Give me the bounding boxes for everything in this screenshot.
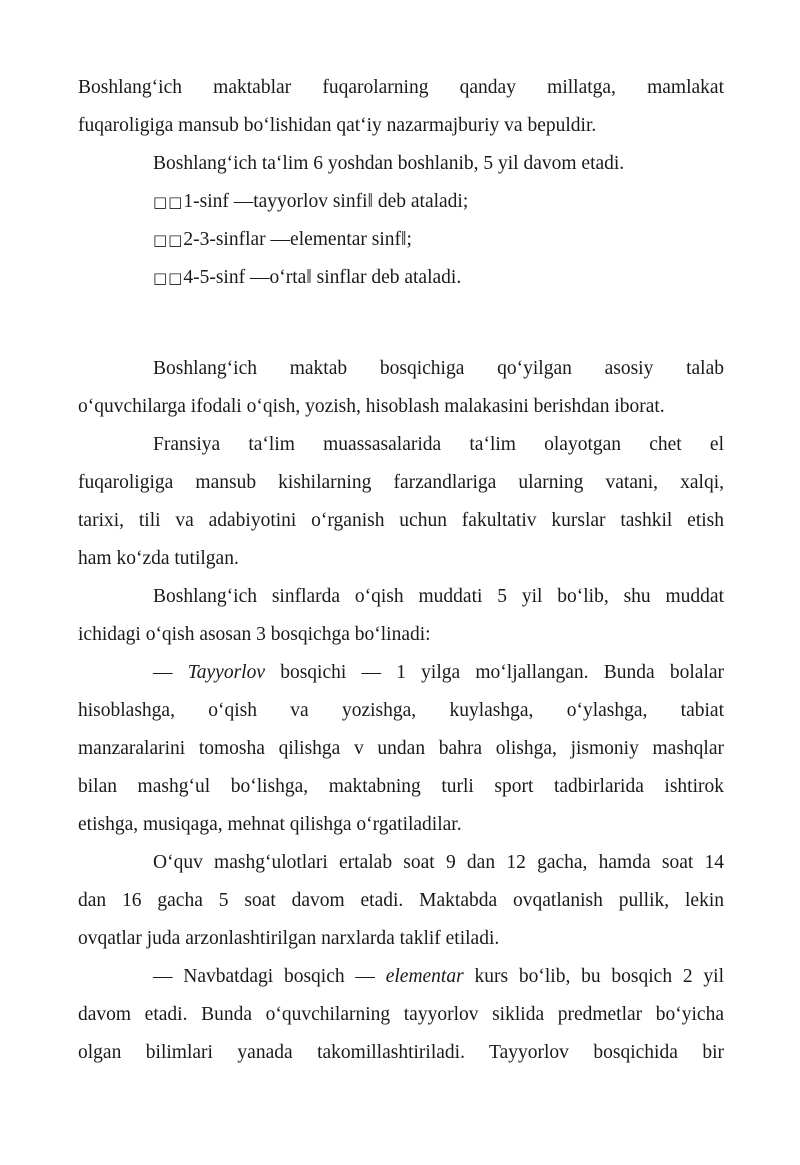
text-span: kurs bo‘lib, bu bosqich 2 yil	[463, 966, 724, 987]
text-span: bosqichi — 1 yilga mo‘ljallangan. Bunda bolalar	[265, 662, 725, 683]
dash-text: —	[153, 662, 188, 683]
bullet-glyph: □□	[153, 193, 184, 211]
list-item-text: 4-5-sinf ―o‘rta‖ sinflar deb ataladi.	[183, 267, 462, 288]
text-line: Boshlang‘ich maktab bosqichiga qo‘yilgan asosiy talab	[153, 358, 724, 379]
text-line: tarixi, tili va adabiyotini o‘rganish uchun fakultativ kurslar tashkil etish	[78, 510, 724, 531]
text-line: ovqatlar juda arzonlashtirilgan narxlarda taklif etiladi.	[78, 928, 500, 949]
text-line: ichidagi o‘qish asosan 3 bosqichga bo‘linadi:	[78, 624, 431, 645]
italic-term: elementar	[385, 966, 464, 987]
text-line: Boshlang‘ich ta‘lim 6 yoshdan boshlanib, 5 yil davom etadi.	[153, 153, 625, 174]
text-line	[153, 662, 724, 684]
list-item-text: 2-3-sinflar ―elementar sinf‖;	[183, 229, 412, 250]
text-line: o‘quvchilarga ifodali o‘qish, yozish, hisoblash malakasini berishdan iborat.	[78, 396, 665, 417]
list-item	[153, 267, 724, 289]
text-line: manzaralarini tomosha qilishga v undan bahra olishga, jismoniy mashqlar	[78, 738, 724, 759]
text-line: O‘quv mashg‘ulotlari ertalab soat 9 dan 12 gacha, hamda soat 14	[153, 852, 724, 873]
text-line: davom etadi. Bunda o‘quvchilarning tayyorlov siklida predmetlar bo‘yicha	[78, 1004, 724, 1025]
text-span: — Navbatdagi bosqich —	[153, 966, 386, 987]
list-item-text: 1-sinf ―tayyorlov sinfi‖ deb ataladi;	[183, 191, 469, 212]
text-line: ham ko‘zda tutilgan.	[78, 548, 239, 569]
list-item	[153, 191, 724, 213]
text-line	[153, 966, 724, 988]
text-line: olgan bilimlari yanada takomillashtiriladi. Tayyorlov bosqichida bir	[78, 1042, 724, 1063]
text-line: Boshlang‘ich maktablar fuqarolarning qanday millatga, mamlakat	[78, 77, 724, 98]
italic-term: Tayyorlov	[187, 662, 265, 683]
bullet-glyph: □□	[153, 269, 184, 287]
text-line: hisoblashga, o‘qish va yozishga, kuylashga, o‘ylashga, tabiat	[78, 700, 724, 721]
text-line: dan 16 gacha 5 soat davom etadi. Maktabda ovqatlanish pullik, lekin	[78, 890, 724, 911]
text-line: Fransiya ta‘lim muassasalarida ta‘lim olayotgan chet el	[153, 434, 724, 455]
list-item	[153, 229, 724, 251]
text-line: etishga, musiqaga, mehnat qilishga o‘rgatiladilar.	[78, 814, 462, 835]
text-line: Boshlang‘ich sinflarda o‘qish muddati 5 yil bo‘lib, shu muddat	[153, 586, 724, 607]
text-line: fuqaroligiga mansub bo‘lishidan qat‘iy nazarmajburiy va bepuldir.	[78, 115, 597, 136]
text-line: fuqaroligiga mansub kishilarning farzandlariga ularning vatani, xalqi,	[78, 472, 724, 493]
bullet-glyph: □□	[153, 231, 184, 249]
text-line: bilan mashg‘ul bo‘lishga, maktabning turli sport tadbirlarida ishtirok	[78, 776, 724, 797]
